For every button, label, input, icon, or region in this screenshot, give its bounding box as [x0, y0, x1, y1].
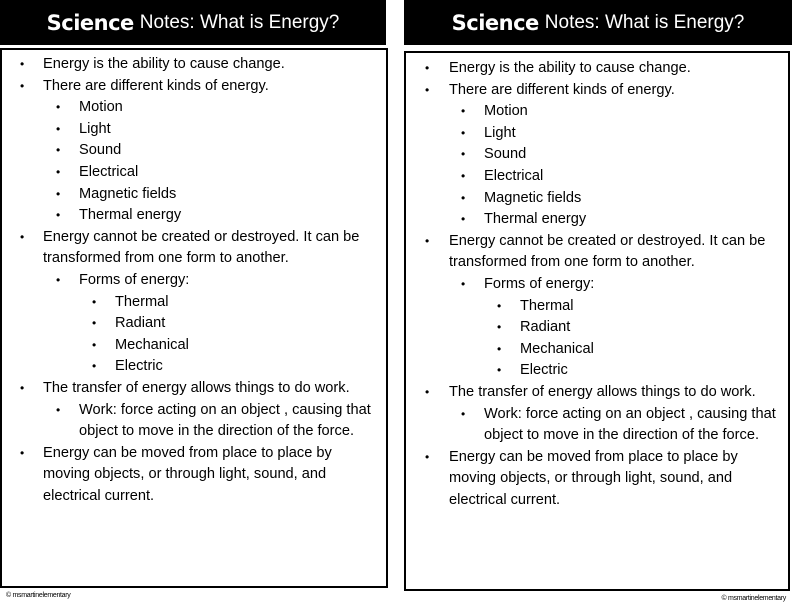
- note-text: Electric: [115, 358, 163, 375]
- bullet-icon: •: [461, 212, 466, 227]
- list-item: [406, 317, 788, 339]
- list-item: [406, 296, 788, 318]
- list-item: [406, 339, 788, 361]
- note-text: Forms of energy:: [79, 271, 190, 288]
- note-text: Light: [79, 120, 111, 137]
- notes-list: [406, 58, 788, 511]
- bullet-icon: •: [461, 125, 466, 140]
- bullet-icon: •: [461, 168, 466, 183]
- note-text: The transfer of energy allows things to do work.: [43, 379, 350, 396]
- bullet-icon: •: [497, 320, 502, 335]
- bullet-icon: •: [461, 276, 466, 291]
- list-item: [406, 209, 788, 231]
- bullet-icon: •: [425, 233, 430, 248]
- list-item: [2, 162, 386, 184]
- bullet-icon: •: [425, 61, 430, 75]
- list-item: [406, 360, 788, 382]
- note-text: Energy cannot be created or destroyed. It can be transformed from one form to another.: [449, 232, 766, 271]
- note-text: Radiant: [115, 315, 166, 332]
- subject-label: Science: [46, 10, 134, 35]
- panel-header: [404, 0, 792, 45]
- note-text: Radiant: [520, 319, 571, 336]
- note-text: Energy is the ability to cause change.: [449, 60, 691, 76]
- list-item: [406, 58, 788, 80]
- list-item: [406, 231, 788, 274]
- note-text: The transfer of energy allows things to do work.: [449, 383, 756, 400]
- note-text: Motion: [484, 103, 528, 120]
- notes-box: [0, 48, 388, 588]
- note-text: Sound: [79, 142, 122, 159]
- note-text: Energy is the ability to cause change.: [43, 56, 285, 72]
- list-item: [2, 270, 386, 292]
- note-text: Magnetic fields: [484, 189, 582, 206]
- bullet-icon: •: [497, 363, 502, 378]
- bullet-icon: •: [56, 272, 61, 287]
- list-item: [406, 404, 788, 447]
- bullet-icon: •: [56, 100, 61, 115]
- note-text: Thermal: [115, 293, 169, 310]
- note-text: Mechanical: [115, 336, 189, 353]
- list-item: [2, 313, 386, 335]
- bullet-icon: •: [461, 190, 466, 205]
- bullet-icon: •: [20, 445, 25, 460]
- list-item: [406, 80, 788, 102]
- note-text: Magnetic fields: [79, 185, 177, 202]
- note-text: Energy can be moved from place to place by moving objects, or through light, sound, and electrical current.: [43, 444, 332, 504]
- note-text: There are different kinds of energy.: [43, 77, 269, 94]
- notes-panel-left: [0, 0, 388, 504]
- bullet-icon: •: [20, 229, 25, 244]
- bullet-icon: •: [425, 449, 430, 464]
- subject-label: Science: [451, 10, 539, 35]
- notes-panel-right: [404, 0, 792, 508]
- bullet-icon: •: [461, 147, 466, 162]
- bullet-icon: •: [92, 337, 97, 352]
- note-text: Forms of energy:: [484, 275, 595, 292]
- note-text: Motion: [79, 99, 123, 116]
- note-text: Mechanical: [520, 340, 594, 357]
- bullet-icon: •: [56, 164, 61, 179]
- copyright-right: © msmartinelementary: [721, 595, 786, 602]
- bullet-icon: •: [425, 384, 430, 399]
- note-text: Electrical: [484, 167, 544, 184]
- note-text: Thermal energy: [79, 207, 182, 224]
- bullet-icon: •: [56, 143, 61, 158]
- list-item: [2, 140, 386, 162]
- note-text: Electric: [520, 362, 568, 379]
- list-item: [406, 144, 788, 166]
- bullet-icon: •: [56, 121, 61, 136]
- notes-box: [404, 51, 790, 591]
- list-item: [406, 101, 788, 123]
- bullet-icon: •: [92, 294, 97, 309]
- bullet-icon: •: [497, 298, 502, 313]
- list-item: [2, 400, 386, 443]
- list-item: [2, 76, 386, 98]
- note-text: There are different kinds of energy.: [449, 81, 675, 98]
- bullet-icon: •: [461, 406, 466, 421]
- bullet-icon: •: [92, 316, 97, 331]
- note-text: Sound: [484, 146, 527, 163]
- bullet-icon: •: [425, 82, 430, 97]
- panel-header: [0, 0, 386, 45]
- note-text: Energy can be moved from place to place by moving objects, or through light, sound, and electrical current.: [449, 448, 738, 508]
- list-item: [406, 166, 788, 188]
- list-item: [406, 274, 788, 296]
- note-text: Thermal: [520, 297, 574, 314]
- note-text: Work: force acting on an object , causing that object to move in the direction of the force.: [79, 401, 371, 440]
- bullet-icon: •: [56, 186, 61, 201]
- list-item: [406, 382, 788, 404]
- list-item: [2, 292, 386, 314]
- bullet-icon: •: [56, 402, 61, 417]
- note-text: Light: [484, 124, 516, 141]
- copyright-left: © msmartinelementary: [6, 592, 71, 599]
- list-item: [2, 184, 386, 206]
- note-text: Work: force acting on an object , causing that object to move in the direction of the force.: [484, 405, 776, 444]
- bullet-icon: •: [20, 380, 25, 395]
- list-item: [2, 119, 386, 141]
- note-text: Thermal energy: [484, 211, 587, 228]
- list-item: [2, 54, 386, 76]
- bullet-icon: •: [92, 359, 97, 374]
- list-item: [2, 378, 386, 400]
- bullet-icon: •: [20, 78, 25, 93]
- bullet-icon: •: [497, 341, 502, 356]
- panel-title: Notes: What is Energy?: [544, 11, 745, 33]
- list-item: [2, 205, 386, 227]
- panel-title: Notes: What is Energy?: [139, 11, 340, 33]
- bullet-icon: •: [20, 57, 25, 71]
- notes-list: [2, 54, 386, 507]
- list-item: [406, 123, 788, 145]
- list-item: [2, 443, 386, 508]
- bullet-icon: •: [461, 104, 466, 119]
- list-item: [2, 97, 386, 119]
- list-item: [406, 188, 788, 210]
- bullet-icon: •: [56, 208, 61, 223]
- note-text: Electrical: [79, 163, 139, 180]
- list-item: [2, 335, 386, 357]
- note-text: Energy cannot be created or destroyed. It can be transformed from one form to another.: [43, 228, 360, 267]
- list-item: [2, 227, 386, 270]
- list-item: [2, 356, 386, 378]
- list-item: [406, 447, 788, 512]
